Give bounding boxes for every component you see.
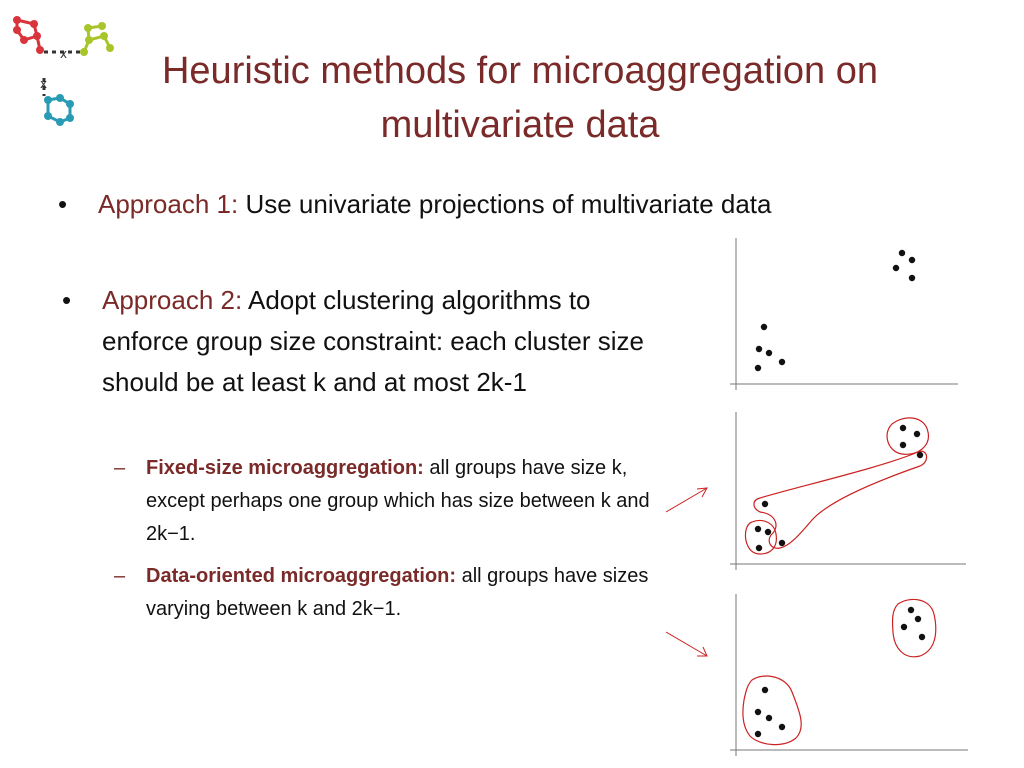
data-point — [901, 624, 907, 630]
data-point — [766, 715, 772, 721]
slide-title: Heuristic methods for microaggregation on multivariate data — [161, 50, 878, 146]
subbullet-marker: – — [114, 565, 126, 587]
subbullet-marker: – — [114, 457, 126, 479]
plot-original-data — [730, 238, 958, 390]
data-point — [762, 501, 768, 507]
data-point — [762, 687, 768, 693]
plot-fixed-size-clusters — [730, 412, 966, 570]
bullet-marker: • — [62, 285, 72, 315]
bullet-label: Approach 2: — [102, 285, 243, 315]
data-point — [755, 365, 761, 371]
data-point — [755, 526, 761, 532]
bullet-text: Adopt clustering algorithms to enforce group size constraint: each cluster size should be at least k and at most 2k-1 — [102, 285, 644, 397]
bullet-text: Use univariate projections of multivariate data — [238, 189, 772, 219]
data-point — [765, 529, 771, 535]
data-point — [779, 359, 785, 365]
data-point — [756, 545, 762, 551]
cluster-outline — [893, 599, 936, 656]
cluster-outline — [887, 418, 928, 454]
data-point — [893, 265, 899, 271]
data-point — [900, 442, 906, 448]
subbullet-label: Fixed-size microaggregation: — [146, 457, 424, 479]
data-point — [766, 350, 772, 356]
data-point — [755, 731, 761, 737]
arrow-to-fixed-size-icon — [666, 488, 707, 512]
data-point — [914, 431, 920, 437]
data-point — [899, 250, 905, 256]
subbullet-text: all groups have sizes varying between k and 2k−1. — [146, 565, 649, 620]
arrow-to-data-oriented-icon — [666, 632, 707, 656]
data-point — [917, 452, 923, 458]
bullet-label: Approach 1: — [98, 189, 239, 219]
svg-text:x: x — [60, 47, 68, 61]
data-point — [755, 709, 761, 715]
data-point — [779, 540, 785, 546]
data-point — [909, 275, 915, 281]
data-point — [900, 425, 906, 431]
data-point — [919, 634, 925, 640]
data-point — [909, 257, 915, 263]
data-point — [756, 346, 762, 352]
data-point — [779, 724, 785, 730]
cluster-outline — [743, 676, 801, 745]
data-point — [915, 616, 921, 622]
data-point — [761, 324, 767, 330]
data-point — [908, 607, 914, 613]
subbullet-text: all groups have size k, except perhaps one group which has size between k and 2k−1. — [146, 457, 650, 545]
cluster-outline — [754, 451, 927, 548]
subbullet-label: Data-oriented microaggregation: — [146, 565, 457, 587]
plot-data-oriented-clusters — [730, 594, 968, 756]
bullet-marker: • — [58, 189, 68, 219]
svg-text:x: x — [40, 77, 48, 91]
